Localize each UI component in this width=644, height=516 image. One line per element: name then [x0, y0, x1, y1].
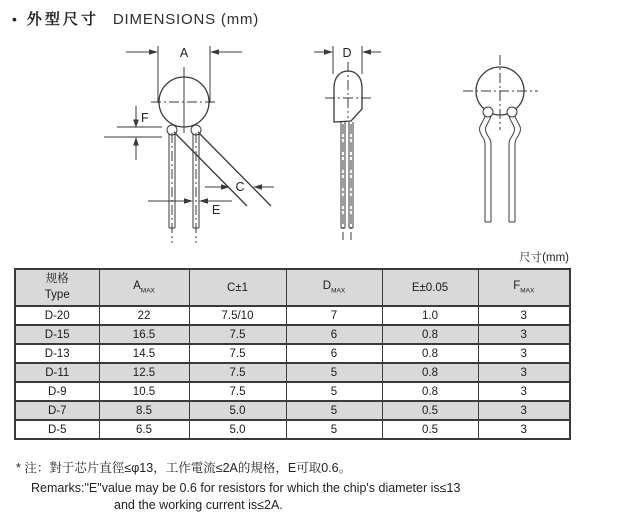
table-cell: 22 [99, 306, 189, 325]
table-cell: 5.0 [189, 401, 286, 420]
table-unit-label: 尺寸(mm) [519, 252, 569, 264]
col-header-a-main: A [133, 280, 141, 293]
table-cell: 5.0 [189, 420, 286, 439]
col-header-d-main: D [322, 280, 332, 293]
component-body [334, 71, 362, 122]
col-header-d [286, 269, 382, 306]
table-row [15, 344, 570, 363]
arrowhead-icon [199, 198, 208, 204]
col-header-c-main: C±1 [226, 281, 248, 294]
table-cell: 7.5/10 [189, 306, 286, 325]
section-title-zh: 外型尺寸 [26, 11, 99, 28]
table-cell: D-15 [15, 325, 99, 344]
arrowhead-icon [184, 198, 193, 204]
dim-label-d: D [342, 46, 352, 60]
arrowhead-icon [149, 49, 158, 55]
dimension-drawings [0, 36, 644, 248]
col-header-f-main: F [513, 280, 521, 293]
kinked-lead-view-drawing [463, 55, 538, 222]
table-cell: 5 [286, 420, 382, 439]
dim-label-a: A [179, 46, 189, 60]
table-cell: 3 [478, 420, 570, 439]
col-header-f [478, 269, 570, 306]
col-header-type-en: Type [44, 288, 70, 301]
table-cell: 0.8 [382, 382, 478, 401]
table-cell: 12.5 [99, 363, 189, 382]
table-cell: 0.8 [382, 344, 478, 363]
table-cell: 3 [478, 401, 570, 420]
col-header-type [15, 269, 99, 306]
note-english-line1: Remarks:"E"value may be 0.6 for resistors for which the chip's diameter is≤13 [31, 481, 461, 495]
col-header-f-sub: MAX [520, 287, 535, 295]
lead-seat [507, 107, 517, 117]
side-view-drawing [314, 46, 381, 240]
note-chinese: * 注：對于芯片直徑≤φ13，工作電流≤2A的規格，E可取0.6。 [16, 461, 352, 475]
table-cell: 3 [478, 363, 570, 382]
table-cell: 7 [286, 306, 382, 325]
dimensions-table [14, 268, 571, 440]
col-header-e-main: E±0.05 [411, 281, 449, 294]
table-cell: 3 [478, 325, 570, 344]
table-cell: 3 [478, 344, 570, 363]
table-header-row [15, 269, 570, 306]
table-cell: 7.5 [189, 382, 286, 401]
table-row [15, 363, 570, 382]
table-cell: 1.0 [382, 306, 478, 325]
dim-label-e: E [211, 203, 221, 217]
section-title-en: DIMENSIONS (mm) [112, 11, 260, 28]
arrowhead-icon [324, 49, 333, 55]
kinked-lead-wire [515, 116, 520, 222]
table-cell: 6.5 [99, 420, 189, 439]
table-row [15, 420, 570, 439]
table-cell: D-5 [15, 420, 99, 439]
col-header-type-zh: 规格 [45, 272, 69, 285]
col-header-c [189, 269, 286, 306]
table-cell: D-13 [15, 344, 99, 363]
table-cell: 0.5 [382, 401, 478, 420]
table-cell: D-11 [15, 363, 99, 382]
table-cell: 16.5 [99, 325, 189, 344]
table-cell: D-20 [15, 306, 99, 325]
table-cell: D-9 [15, 382, 99, 401]
lead-seat [483, 107, 493, 117]
note-english-line2: and the working current is≤2A. [114, 498, 283, 512]
table-cell: 5 [286, 382, 382, 401]
table-cell: 0.5 [382, 420, 478, 439]
arrowhead-icon [210, 49, 219, 55]
kinked-lead-wire [480, 116, 485, 222]
col-header-e [382, 269, 478, 306]
arrowhead-icon [362, 49, 371, 55]
table-cell: 5 [286, 363, 382, 382]
table-cell: 7.5 [189, 344, 286, 363]
diagonal-line [174, 132, 247, 206]
table-row [15, 325, 570, 344]
table-cell: D-7 [15, 401, 99, 420]
col-header-d-sub: MAX [331, 287, 346, 295]
table-cell: 3 [478, 306, 570, 325]
table-cell: 3 [478, 382, 570, 401]
bullet-icon: • [12, 11, 17, 27]
col-header-a [99, 269, 189, 306]
table-cell: 7.5 [189, 363, 286, 382]
table-cell: 8.5 [99, 401, 189, 420]
table-row [15, 306, 570, 325]
kinked-lead-wire [509, 116, 514, 222]
front-view-drawing [104, 46, 274, 243]
diagonal-line [198, 132, 271, 206]
kinked-lead-wire [486, 116, 491, 222]
section-title [12, 8, 259, 29]
arrowhead-icon [133, 137, 139, 146]
table-cell: 10.5 [99, 382, 189, 401]
table-row [15, 382, 570, 401]
table-row [15, 401, 570, 420]
table-cell: 5 [286, 401, 382, 420]
table-cell: 0.8 [382, 363, 478, 382]
table-cell: 0.8 [382, 325, 478, 344]
table-cell: 6 [286, 344, 382, 363]
dim-label-c: C [235, 180, 245, 194]
dim-label-f: F [141, 111, 149, 125]
table-cell: 7.5 [189, 325, 286, 344]
col-header-a-sub: MAX [140, 287, 155, 295]
table-cell: 6 [286, 325, 382, 344]
table-cell: 14.5 [99, 344, 189, 363]
